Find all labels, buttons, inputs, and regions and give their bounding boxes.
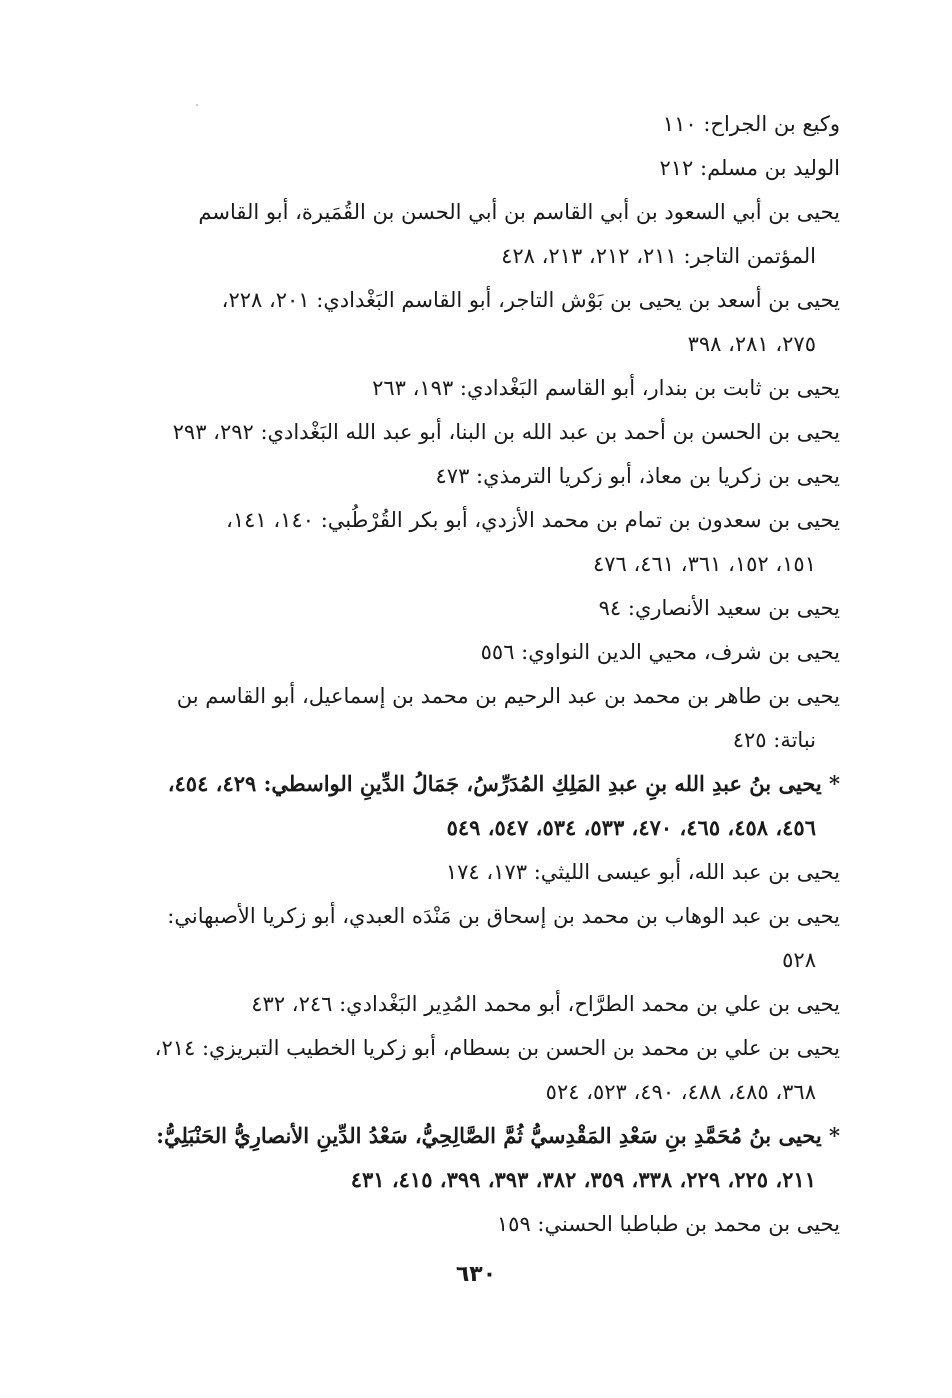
index-entry bbox=[128, 454, 840, 498]
index-entry bbox=[128, 586, 840, 630]
index-entries bbox=[128, 102, 840, 1246]
index-entry bbox=[128, 278, 840, 366]
index-entry bbox=[128, 498, 840, 586]
entry-line: يحيى بن زكريا بن معاذ، أبو زكريا الترمذي: ٤٧٣ bbox=[435, 464, 840, 488]
entry-line: يحيى بن علي بن محمد بن الحسن بن بسطام، أبو زكريا الخطيب التبريزي: ٢١٤، bbox=[154, 1036, 840, 1060]
index-entry bbox=[128, 1202, 840, 1246]
entry-line: يحيى بن سعيد الأنصاري: ٩٤ bbox=[598, 596, 840, 620]
entry-line: يحيى بن عبد الله، أبو عيسى الليثي: ١٧٣، ١٧٤ bbox=[445, 860, 840, 884]
index-entry bbox=[128, 982, 840, 1026]
index-entry bbox=[128, 410, 840, 454]
entry-line: يحيى بن طاهر بن محمد بن عبد الرحيم بن محمد بن إسماعيل، أبو القاسم بن bbox=[176, 684, 840, 708]
entry-continuation-line: ٤٥٦، ٤٥٨، ٤٦٥، ٤٧٠، ٥٣٣، ٥٣٤، ٥٤٧، ٥٤٩ bbox=[446, 815, 816, 840]
entry-line: يحيى بن عبد الوهاب بن محمد بن إسحاق بن مَنْدَه العبدي، أبو زكريا الأصبهاني: bbox=[167, 904, 840, 928]
entry-line: يحيى بن ثابت بن بندار، أبو القاسم البَغْدادي: ١٩٣، ٢٦٣ bbox=[372, 376, 840, 400]
entry-line: يحيى بن سعدون بن تمام بن محمد الأزدي، أبو بكر القُرْطُبي: ١٤٠، ١٤١، bbox=[226, 508, 840, 532]
index-entry-highlighted bbox=[128, 1114, 840, 1202]
entry-line: يحيى بن أبي السعود بن أبي القاسم بن أبي الحسن بن القُمَيرة، أبو القاسم bbox=[198, 200, 840, 224]
entry-line: يحيى بن أسعد بن يحيى بن بَوْش التاجر، أبو القاسم البَغْدادي: ٢٠١، ٢٢٨، bbox=[221, 288, 840, 312]
index-entry-highlighted bbox=[128, 762, 840, 850]
index-entry bbox=[128, 894, 840, 982]
index-entry bbox=[128, 190, 840, 278]
entry-continuation-line: نباتة: ٤٢٥ bbox=[732, 728, 816, 752]
entry-line: * يحيى بنُ مُحَمَّدِ بنِ سَعْدِ المَقْدِسيُّ ثُمَّ الصَّالِحِيُّ، سَعْدُ الدِّينِ الأنصارِيُّ الحَنْبَلِيُّ: bbox=[156, 1123, 840, 1148]
entry-continuation-line: ٢٧٥، ٢٨١، ٣٩٨ bbox=[687, 332, 816, 356]
entry-line: يحيى بن شرف، محيي الدين النواوي: ٥٥٦ bbox=[480, 640, 840, 664]
entry-line: الوليد بن مسلم: ٢١٢ bbox=[659, 156, 840, 180]
index-entry bbox=[128, 674, 840, 762]
index-entry bbox=[128, 630, 840, 674]
entry-line: يحيى بن محمد بن طباطبا الحسني: ١٥٩ bbox=[496, 1212, 840, 1236]
entry-line: * يحيى بنُ عبدِ الله بنِ عبدِ المَلِكِ المُدَرِّسُ، جَمَالُ الدِّينِ الواسطي: ٤٢٩، ٤٥٤، bbox=[167, 771, 840, 796]
entry-continuation-line: ٢١١، ٢٢٥، ٢٢٩، ٣٣٨، ٣٥٩، ٣٨٢، ٣٩٣، ٣٩٩، ٤١٥، ٤٣١ bbox=[350, 1167, 816, 1192]
entry-continuation-line: المؤتمن التاجر: ٢١١، ٢١٢، ٢١٣، ٤٢٨ bbox=[501, 244, 816, 268]
entry-line: يحيى بن علي بن محمد الطرَّاح، أبو محمد المُدِير البَغْدادي: ٢٤٦، ٤٣٢ bbox=[251, 992, 840, 1016]
index-entry bbox=[128, 102, 840, 146]
index-entry bbox=[128, 1026, 840, 1114]
entry-continuation-line: ٣٦٨، ٤٨٥، ٤٨٨، ٤٩٠، ٥٢٣، ٥٢٤ bbox=[545, 1080, 816, 1104]
index-entry bbox=[128, 366, 840, 410]
index-entry bbox=[128, 850, 840, 894]
entry-continuation-line: ١٥١، ١٥٢، ٣٦١، ٤٦١، ٤٧٦ bbox=[592, 552, 816, 576]
page-number: ٦٣٠ bbox=[455, 1262, 497, 1287]
index-entry bbox=[128, 146, 840, 190]
entry-line: يحيى بن الحسن بن أحمد بن عبد الله بن البنا، أبو عبد الله البَغْدادي: ٢٩٢، ٢٩٣ bbox=[172, 420, 840, 444]
entry-continuation-line: ٥٢٨ bbox=[782, 948, 816, 972]
entry-line: وكيع بن الجراح: ١١٠ bbox=[662, 112, 840, 136]
